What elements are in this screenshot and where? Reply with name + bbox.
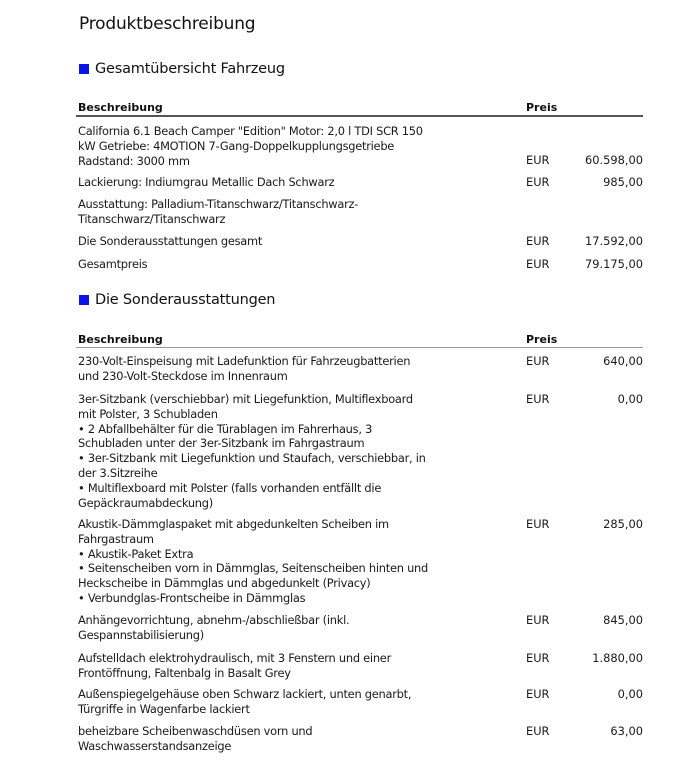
page-title: Produktbeschreibung bbox=[79, 14, 256, 34]
row-currency: EUR bbox=[526, 175, 550, 189]
section-title-text: Die Sonderausstattungen bbox=[95, 292, 276, 308]
desc-line: • Akustik-Paket Extra bbox=[78, 546, 194, 561]
header-rule bbox=[76, 347, 643, 348]
desc-line: der 3.Sitzreihe bbox=[78, 465, 158, 480]
desc-line: • 2 Abfallbehälter für die Türablagen im Fahrerhaus, 3 bbox=[78, 421, 373, 436]
row-amount: 17.592,00 bbox=[585, 234, 643, 248]
section-title-text: Gesamtübersicht Fahrzeug bbox=[95, 61, 285, 77]
row-currency: EUR bbox=[526, 687, 550, 701]
row-currency: EUR bbox=[526, 651, 550, 665]
row-amount: 640,00 bbox=[603, 354, 643, 368]
row-currency: EUR bbox=[526, 517, 550, 531]
desc-line: Akustik-Dämmglaspaket mit abgedunkelten Scheiben im bbox=[78, 517, 389, 531]
desc-line: California 6.1 Beach Camper "Edition" Motor: 2,0 l TDI SCR 150 bbox=[78, 124, 423, 138]
row-description bbox=[78, 197, 438, 227]
desc-line: Schubladen unter der 3er-Sitzbank im Fahrgastraum bbox=[78, 436, 365, 451]
row-amount: 1.880,00 bbox=[592, 651, 643, 665]
desc-line: Waschwasserstandsanzeige bbox=[78, 738, 232, 753]
row-amount: 285,00 bbox=[603, 517, 643, 531]
row-description bbox=[78, 517, 438, 606]
row-amount: 985,00 bbox=[603, 175, 643, 189]
desc-line: • Multiflexboard mit Polster (falls vorhanden entfällt die bbox=[78, 480, 382, 495]
section-title-overview bbox=[79, 61, 285, 77]
row-description bbox=[78, 392, 438, 510]
desc-line: kW Getriebe: 4MOTION 7-Gang-Doppelkupplungsgetriebe bbox=[78, 138, 395, 153]
row-description bbox=[78, 257, 438, 272]
row-description bbox=[78, 724, 438, 754]
blue-square-bullet-icon bbox=[79, 64, 89, 74]
row-description bbox=[78, 124, 438, 168]
row-description bbox=[78, 613, 438, 643]
desc-line: Gesamtpreis bbox=[78, 257, 148, 271]
desc-line: mit Polster, 3 Schubladen bbox=[78, 406, 218, 421]
row-description bbox=[78, 687, 438, 717]
header-rule bbox=[76, 115, 643, 117]
desc-line: Heckscheibe in Dämmglas und abgedunkelt (Privacy) bbox=[78, 576, 371, 591]
desc-line: Gepäckraumabdeckung) bbox=[78, 495, 213, 510]
row-description bbox=[78, 234, 438, 249]
desc-line: • Seitenscheiben vorn in Dämmglas, Seitenscheiben hinten und bbox=[78, 561, 428, 576]
row-currency: EUR bbox=[526, 354, 550, 368]
row-currency: EUR bbox=[526, 613, 550, 627]
desc-line: Ausstattung: Palladium-Titanschwarz/Titanschwarz- bbox=[78, 197, 359, 211]
row-amount: 845,00 bbox=[603, 613, 643, 627]
desc-line: Fahrgastraum bbox=[78, 531, 154, 546]
row-description bbox=[78, 175, 438, 190]
overview-table bbox=[76, 100, 643, 271]
row-currency: EUR bbox=[526, 392, 550, 406]
row-currency: EUR bbox=[526, 234, 550, 248]
row-currency: EUR bbox=[526, 257, 550, 271]
desc-line: 3er-Sitzbank (verschiebbar) mit Liegefunktion, Multiflexboard bbox=[78, 392, 413, 406]
desc-line: • Verbundglas-Frontscheibe in Dämmglas bbox=[78, 590, 306, 605]
table-header bbox=[76, 100, 643, 116]
row-amount: 60.598,00 bbox=[585, 153, 643, 167]
section-title-options bbox=[79, 292, 275, 308]
row-amount: 0,00 bbox=[617, 392, 643, 406]
row-description bbox=[78, 651, 438, 681]
column-header-description: Beschreibung bbox=[78, 101, 163, 114]
desc-line: Radstand: 3000 mm bbox=[78, 153, 190, 168]
desc-line: Lackierung: Indiumgrau Metallic Dach Schwarz bbox=[78, 175, 335, 189]
desc-line: Frontöffnung, Faltenbalg in Basalt Grey bbox=[78, 665, 291, 680]
desc-line: Anhängevorrichtung, abnehm-/abschließbar (inkl. bbox=[78, 613, 350, 627]
column-header-price: Preis bbox=[526, 333, 558, 346]
row-amount: 79.175,00 bbox=[585, 257, 643, 271]
desc-line: Gespannstabilisierung) bbox=[78, 627, 204, 642]
desc-line: 230-Volt-Einspeisung mit Ladefunktion für Fahrzeugbatterien bbox=[78, 354, 411, 368]
desc-line: • 3er-Sitzbank mit Liegefunktion und Staufach, verschiebbar, in bbox=[78, 451, 426, 466]
desc-line: Die Sonderausstattungen gesamt bbox=[78, 234, 263, 248]
desc-line: Titanschwarz/Titanschwarz bbox=[78, 211, 226, 226]
desc-line: beheizbare Scheibenwaschdüsen vorn und bbox=[78, 724, 313, 738]
desc-line: Türgriffe in Wagenfarbe lackiert bbox=[78, 701, 250, 716]
column-header-price: Preis bbox=[526, 101, 558, 114]
row-description bbox=[78, 354, 438, 384]
desc-line: Außenspiegelgehäuse oben Schwarz lackiert, unten genarbt, bbox=[78, 687, 412, 701]
row-amount: 63,00 bbox=[610, 724, 643, 738]
blue-square-bullet-icon bbox=[79, 295, 89, 305]
row-currency: EUR bbox=[526, 153, 550, 167]
desc-line: Aufstelldach elektrohydraulisch, mit 3 Fenstern und einer bbox=[78, 651, 392, 665]
desc-line: und 230-Volt-Steckdose im Innenraum bbox=[78, 368, 288, 383]
column-header-description: Beschreibung bbox=[78, 333, 163, 346]
table-header bbox=[76, 332, 643, 348]
row-currency: EUR bbox=[526, 724, 550, 738]
row-amount: 0,00 bbox=[617, 687, 643, 701]
options-table bbox=[76, 332, 643, 753]
